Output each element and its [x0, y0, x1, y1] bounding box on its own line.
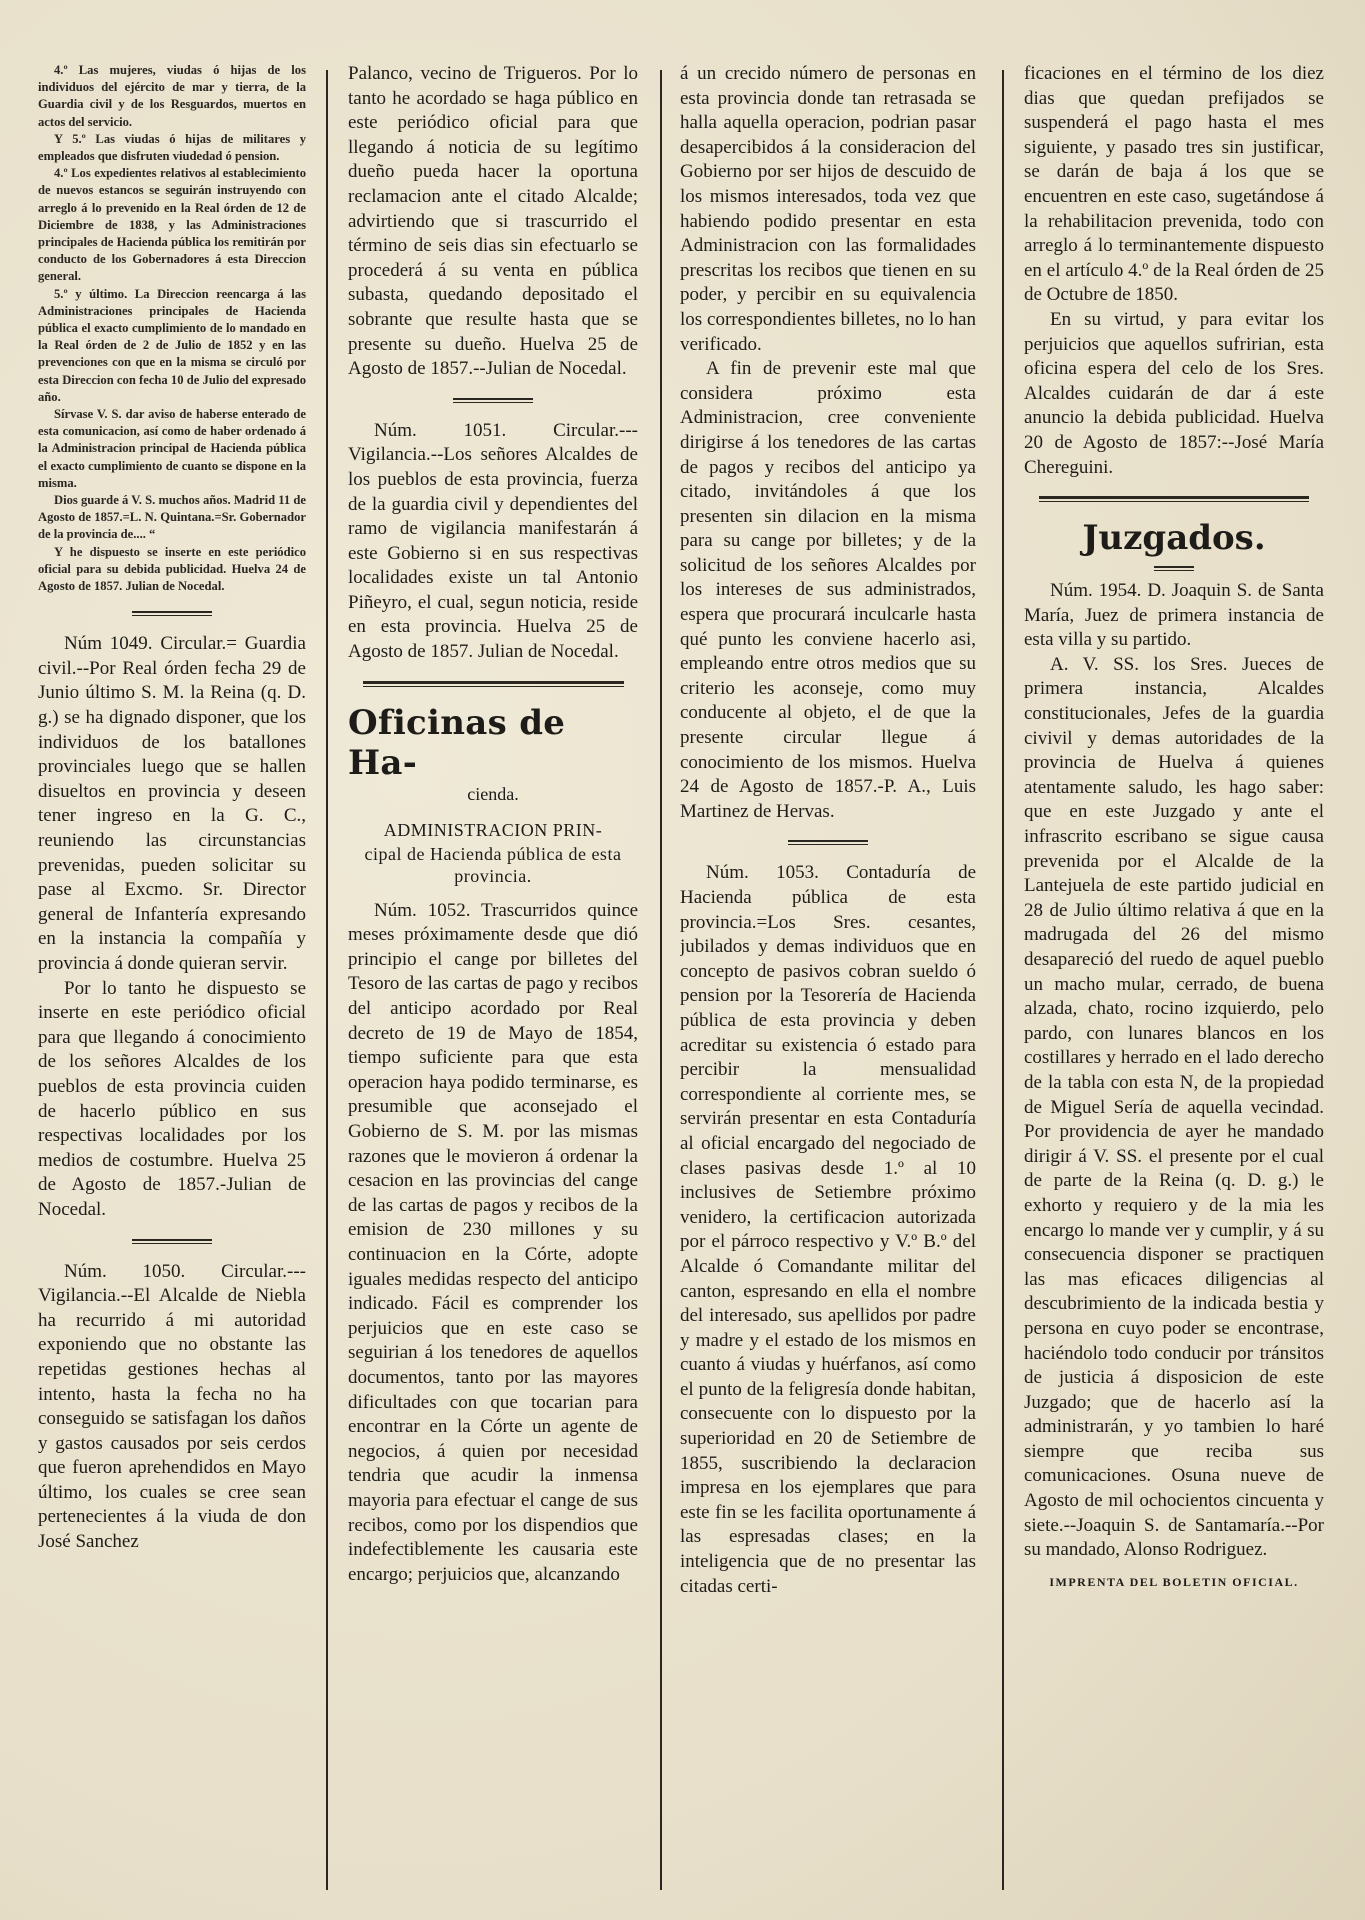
- separator-rule: [132, 1239, 212, 1244]
- paragraph: 4.º Las mujeres, viudas ó hijas de los individuos del ejército de mar y tierra, de la Guardia civil y de los Resguardos, muertos en actos del servicio.: [38, 63, 306, 129]
- paragraph: Núm. 1954. D. Joaquin S. de Santa María, Juez de primera instancia de esta villa y su partido.: [1024, 580, 1324, 651]
- paragraph: á un crecido número de personas en esta provincia donde tan retrasada se halla aquella operacion, podrian pasar desapercibidos á la consideracion del Gobierno por ser hijos de descuido de los mismos interesados, toda vez que habiendo podido presentar en esta Administracion con las formalidades prescritas los recibos que tienen en su poder, y percibir en su equivalencia los correspondientes billetes, no lo han verificado.: [680, 63, 976, 355]
- separator-rule: [788, 840, 868, 845]
- paragraph: Y 5.º Las viudas ó hijas de militares y empleados que disfruten viudedad ó pension.: [38, 131, 306, 164]
- notice-1049: [38, 632, 306, 1222]
- notice-1051: [348, 419, 638, 665]
- circular-continuation-small: [38, 62, 306, 595]
- notice-1053-continuation: [1024, 62, 1324, 480]
- notice-1052-continuation: [680, 62, 976, 824]
- column-rule: [660, 70, 662, 1890]
- paragraph: Núm. 1050. Circular.--- Vigilancia.--El Alcalde de Niebla ha recurrido á mi autoridad exponiendo que no obstante las repetidas gestiones hechas al intento, hasta la fecha no ha conseguido se satisfagan los daños y gastos causados por seis cerdos que fueron aprehendidos en Mayo último, los cuales se cree sean pertenecientes á la viuda de don José Sanchez: [38, 1260, 306, 1553]
- section-title-continuation: cienda.: [467, 783, 519, 804]
- separator-rule: [132, 611, 212, 616]
- column-rule: [1002, 70, 1004, 1890]
- paragraph: Núm 1049. Circular.= Guardia civil.--Por Real órden fecha 29 de Junio último S. M. la Reina (q. D. g.) se ha dignado disponer, que los individuos de los batallones provinciales luego que se hallen disueltos en provincia y deseen tener ingreso en la G. C., reuniendo las circunstancias prevenidas, pueden solicitar su pase al Excmo. Sr. Director general de Infantería expresando en la instancia la compañía y provincia á donde quieran servir.: [38, 633, 306, 975]
- paragraph: Sírvase V. S. dar aviso de haberse enterado de esta comunicacion, así como de haber ordenado á la Administracion principal de Hacienda pública el exacto cumplimiento de cuanto se dispone en la misma.: [38, 407, 306, 490]
- imprint: IMPRENTA DEL BOLETIN OFICIAL.: [1049, 1574, 1299, 1589]
- separator-rule: [453, 398, 533, 403]
- section-title: Oficinas de Ha-: [348, 702, 566, 783]
- paragraph: Núm. 1053. Contaduría de Hacienda pública de esta provincia.=Los Sres. cesantes, jubilados y demas individuos que en concepto de pasivos cobran sueldo ó pension por la Tesorería de Hacienda pública de esta provincia y deben acreditar su existencia ó estado para percibir la mensualidad correspondiente al corriente mes, se servirán presentar en esta Contaduría al oficial encargado del negociado de clases pasivas desde 1.º al 10 inclusives de Setiembre próximo venidero, la certificacion autorizada por el párroco respectivo y V.º B.º del Alcalde ó Comandante militar del canton, espresando en ella el nombre del interesado, sus apellidos por padre y madre y el estado de los mismos en cuanto á viudas y huérfanos, así como el punto de la feligresía donde habitan, consecuente con lo dispuesto por la superioridad en 20 de Setiembre de 1855, suscribiendo la declaracion impresa en los ejemplares que para este fin se les facilita oportunamente á las espresadas clases; en la inteligencia que de no presentar las citadas certi-: [680, 862, 976, 1597]
- column-4: [1024, 62, 1324, 1898]
- section-separator: [1039, 496, 1309, 502]
- section-title: Juzgados.: [1082, 518, 1266, 559]
- separator-rule: [1154, 566, 1194, 571]
- paragraph: Dios guarde á V. S. muchos años. Madrid 11 de Agosto de 1857.=L. N. Quintana.=Sr. Gobernador de la provincia de.... “: [38, 493, 306, 542]
- column-2: [348, 62, 638, 1898]
- notice-1050: [38, 1260, 306, 1555]
- paragraph: 4.º Los expedientes relativos al establecimiento de nuevos estancos se seguirán instruyendo con arreglo á lo prevenido en la Real órden de 12 de Diciembre de 1838, y las Administraciones principales de Hacienda pública los remitirán por conducto de los Gobernadores á esta Direccion general.: [38, 166, 306, 284]
- paragraph: A. V. SS. los Sres. Jueces de primera instancia, Alcaldes constitucionales, Jefes de la guardia civivil y demas autoridades de la provincia de Huelva á quienes atentamente saludo, les hago saber: que en este Juzgado y ante el infrascrito escribano se sigue causa prevenida por el Alcalde de la Lantejuela de este partido judicial en 28 de Julio último relativa á que en la madrugada del 26 del mismo desapareció del ruedo de aquel pueblo un macho mular, cerrado, de buena alzada, chato, rocino izquierdo, pelo pardo, con lunares blancos en los costillares y herrado en el lado derecho de la tabla con esta N, de la propiedad de Miguel Sería de aquella vecindad. Por providencia de ayer he mandado dirigir á V. SS. el presente por el cual de parte de la Reina (q. D. g.) le exhorto y requiero y de la mia les encargo lo mande ver y cumplir, y á su consecuencia disponer se practiquen las mas eficaces diligencias al descubrimiento de la indicada bestia y persona en cuyo poder se encontrase, haciéndolo todo conducir por tránsitos de justicia á disposicion de este Juzgado; que de hacerlo así la administrarán, y yo tambien lo haré siempre que reciba sus comunicaciones. Osuna nueve de Agosto de mil ochocientos cincuenta y siete.--Joaquin S. de Santamaría.--Por su mandado, Alonso Rodriguez.: [1024, 653, 1324, 1561]
- paragraph: Núm. 1052. Trascurridos quince meses próximamente desde que dió principio el cange por billetes del Tesoro de las cartas de pago y recibos del anticipo acordado por Real decreto de 19 de Mayo de 1854, tiempo suficiente para que esta operacion haya podido terminarse, es presumible que aconsejado el Gobierno de S. M. por las mismas razones que le movieron á ordenar la cesacion en las provincias del cange de las cartas de pagos y recibos de la emision de 230 millones y su continuacion en la Córte, adopte iguales medidas respecto del anticipo indicado. Fácil es comprender los perjuicios que en este caso se seguirian á los tenedores de aquellos documentos, tanto por las mayores dificultades con que tocarian para encontrar en la Córte un agente de negocios, á quien por necesidad tendria que acudir la inmensa mayoria para efectuar el cange de sus recibos, como por los dispendios que indefectiblemente les causaria este encargo; perjuicios que, alcanzando: [348, 899, 638, 1585]
- paragraph: En su virtud, y para evitar los perjuicios que aquellos sufririan, esta oficina espera del celo de los Sres. Alcaldes cuidarán de dar á este anuncio la debida publicidad. Huelva 20 de Agosto de 1857:--José María Chereguini.: [1024, 308, 1324, 478]
- paragraph: Por lo tanto he dispuesto se inserte en este periódico oficial para que llegando á conocimiento de los señores Alcaldes de los pueblos de esta provincia cuiden de hacerlo público en sus respectivas localidades por los medios de costumbre. Huelva 25 de Agosto de 1857.-Julian de Nocedal.: [38, 977, 306, 1220]
- notice-1053: [680, 861, 976, 1599]
- paragraph: Núm. 1051. Circular.--- Vigilancia.--Los señores Alcaldes de los pueblos de esta provincia, fuerza de la guardia civil y dependientes del ramo de vigilancia manifestarán á este Gobierno si en sus respectivas localidades existe un tal Antonio Piñeyro, el cual, segun noticia, reside en esta provincia. Huelva 25 de Agosto de 1857. Julian de Nocedal.: [348, 419, 638, 663]
- subhead-line-1: ADMINISTRACION PRIN-: [383, 819, 603, 840]
- paragraph: Palanco, vecino de Trigueros. Por lo tanto he acordado se haga público en este periódico oficial para que llegando á noticia de su legítimo dueño pueda hacer la oportuna reclamacion ante el citado Alcalde; advirtiendo que si trascurrido el término de seis dias sin efectuarlo se procederá á su venta en pública subasta, quedando depositado el sobrante que resulte hasta que se presente su dueño. Huelva 25 de Agosto de 1857.--Julian de Nocedal.: [348, 63, 638, 380]
- column-1: [38, 62, 306, 1898]
- notice-1050-continuation: [348, 62, 638, 382]
- column-rule: [326, 70, 328, 1890]
- paragraph: Y he dispuesto se inserte en este periódico oficial para su debida publicidad. Huelva 24 de Agosto de 1857. Julian de Nocedal.: [38, 544, 306, 594]
- paragraph: 5.º y último. La Direccion reencarga á las Administraciones principales de Hacienda pública el exacto cumplimiento de lo mandado en la Real órden de 2 de Julio de 1852 y en las prevenciones con que en la misma se circuló por esta Direccion con fecha 10 de Julio del expresado año.: [38, 286, 306, 404]
- column-3: [680, 62, 976, 1898]
- notice-1054: [1024, 579, 1324, 1563]
- paragraph: ficaciones en el término de los diez dias que quedan prefijados se suspenderá el pago hasta el mes siguiente, y pasado tres sin justificar, se darán de baja á los que se encuentren en este caso, sugetándose á la rehabilitacion prevenida, todo con arreglo á lo terminantemente dispuesto en el artículo 4.º de la Real órden de 25 de Octubre de 1850.: [1024, 63, 1324, 306]
- paragraph: A fin de prevenir este mal que considera próximo esta Administracion, cree conveniente dirigirse á los tenedores de las cartas de pagos y recibos del anticipo ya citado, invitándoles á que los presenten sin dilacion en la misma para su cange por billetes; y de la solicitud de los señores Alcaldes por los intereses de sus administrados, espera que procurará inculcarle hasta qué punto les conviene hacerlo asi, empleando entre otros medios que su criterio les aconseje, como muy conducente al objeto, el de que la presente circular llegue á conocimiento de los mismos. Huelva 24 de Agosto de 1857.-P. A., Luis Martinez de Hervas.: [680, 358, 976, 822]
- notice-1052: [348, 899, 638, 1588]
- section-separator: [363, 681, 624, 687]
- subhead-line-2: cipal de Hacienda pública de esta provincia.: [364, 843, 622, 886]
